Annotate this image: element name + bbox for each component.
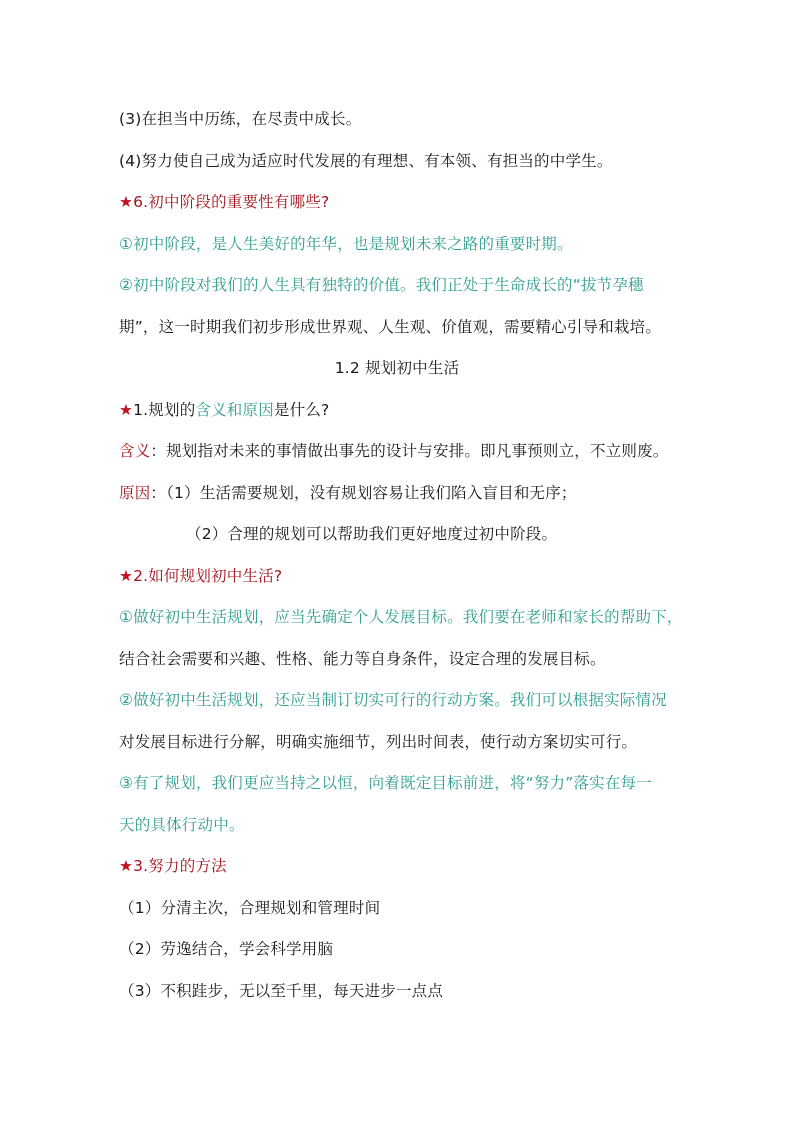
answer-2-2-text-b: 对发展目标进行分解，明确实施细节，列出时间表，使行动方案切实可行。 [119,733,638,751]
answer-6-2-line2 [119,317,684,337]
method-1-text: （1）分清主次，合理规划和管理时间 [119,899,381,917]
answer-6-2-text-b: 期”，这一时期我们初步形成世界观、人生观、价值观，需要精心引导和栽培。 [119,318,662,336]
method-3-text: （3）不积跬步，无以至千里，每天进步一点点 [119,982,444,1000]
answer-2-3-text-b: 天的具体行动中。 [119,816,245,834]
method-2 [119,939,684,959]
question-1-text-c: 是什么? [273,401,330,419]
question-1-keyword: 含义和原因 [195,401,274,419]
answer-6-1-text: ①初中阶段，是人生美好的年华，也是规划未来之路的重要时期。 [119,235,573,253]
answer-2-2-line2 [119,732,684,752]
question-1-text-a: 1.规划的 [133,401,196,419]
answer-2-1-line2 [119,649,684,669]
reason-label: 原因 [119,484,151,502]
answer-6-2-line1 [119,275,684,295]
point-3 [119,109,684,129]
answer-2-3-line1 [119,773,684,793]
answer-2-1-line1 [119,607,684,627]
star-icon: ★ [119,193,134,211]
question-2-heading [119,566,684,586]
method-1 [119,898,684,918]
definition-text: ：规划指对未来的事情做出事先的设计与安排。即凡事预则立，不立则废。 [150,442,669,460]
answer-6-1 [119,234,684,254]
answer-2-3-text-a: ③有了规划，我们更应当持之以恒，向着既定目标前进，将“努力”落实在每一 [119,774,652,792]
point-4-text: (4)努力使自己成为适应时代发展的有理想、有本领、有担当的中学生。 [119,152,613,170]
definition-line [119,441,684,461]
reason-line-2 [186,524,684,544]
reason-line-1 [119,483,684,503]
definition-label: 含义 [119,442,151,460]
question-6-text: 6.初中阶段的重要性有哪些? [133,193,330,211]
answer-2-2-text-a: ②做好初中生活规划，还应当制订切实可行的行动方案。我们可以根据实际情况 [119,691,667,709]
star-icon: ★ [119,857,134,875]
point-4 [119,151,684,171]
star-icon: ★ [119,401,134,419]
answer-2-1-text-b: 结合社会需要和兴趣、性格、能力等自身条件，设定合理的发展目标。 [119,650,606,668]
question-2-text: 2.如何规划初中生活? [133,567,283,585]
reason-text-1: ：（1）生活需要规划，没有规划容易让我们陷入盲目和无序； [150,484,577,502]
method-3 [119,981,684,1001]
star-icon: ★ [119,567,134,585]
reason-text-2: （2）合理的规划可以帮助我们更好地度过初中阶段。 [186,525,558,543]
question-3-heading [119,856,684,876]
section-title [0,358,794,378]
point-3-text: (3)在担当中历练，在尽责中成长。 [119,110,362,128]
answer-2-3-line2 [119,815,684,835]
answer-2-2-line1 [119,690,684,710]
section-title-text: 1.2 规划初中生活 [334,359,460,377]
question-6-heading [119,192,684,212]
answer-2-1-text-a: ①做好初中生活规划，应当先确定个人发展目标。我们要在老师和家长的帮助下， [119,608,683,626]
question-1-heading [119,400,684,420]
method-2-text: （2）劳逸结合，学会科学用脑 [119,940,334,958]
question-3-text: 3.努力的方法 [133,857,227,875]
answer-6-2-text-a: ②初中阶段对我们的人生具有独特的价值。我们正处于生命成长的“拔节孕穗 [119,276,644,294]
